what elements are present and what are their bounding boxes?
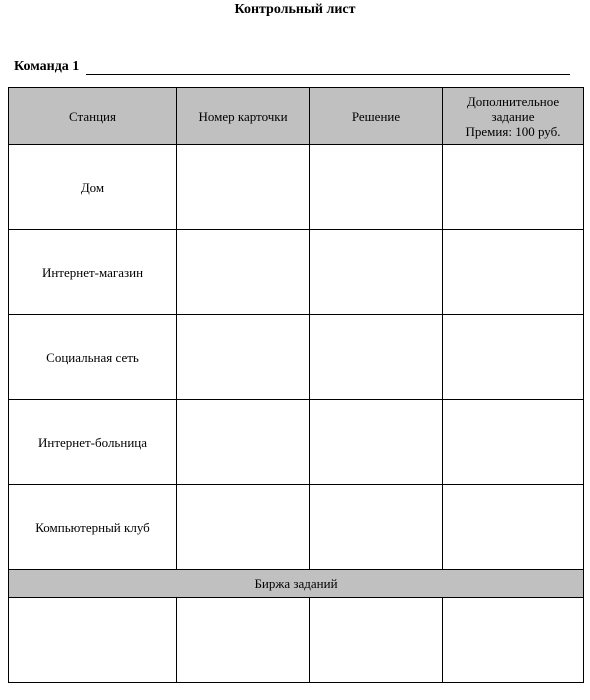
solution-cell[interactable] — [310, 598, 443, 683]
header-extra-task-line2: задание — [491, 108, 535, 124]
station-name: Интернет-магазин — [9, 230, 177, 315]
team-line — [14, 58, 570, 78]
extra-task-cell[interactable] — [443, 145, 584, 230]
task-exchange-heading: Биржа заданий — [9, 570, 584, 598]
extra-task-cell[interactable] — [443, 485, 584, 570]
table-header-row — [9, 88, 584, 145]
task-exchange-row — [9, 570, 584, 598]
card-number-cell[interactable] — [177, 230, 310, 315]
header-solution: Решение — [310, 88, 443, 145]
page-title: Контрольный лист — [234, 2, 356, 17]
solution-cell[interactable] — [310, 400, 443, 485]
station-name: Дом — [9, 145, 177, 230]
header-extra-task — [443, 88, 584, 145]
card-number-cell[interactable] — [177, 598, 310, 683]
extra-task-cell[interactable] — [443, 230, 584, 315]
exchange-station-cell[interactable] — [9, 598, 177, 683]
station-name: Социальная сеть — [9, 315, 177, 400]
team-name-blank-line — [86, 74, 570, 75]
table-row — [9, 230, 584, 315]
extra-task-cell[interactable] — [443, 598, 584, 683]
station-name: Интернет-больница — [9, 400, 177, 485]
solution-cell[interactable] — [310, 145, 443, 230]
solution-cell[interactable] — [310, 315, 443, 400]
card-number-cell[interactable] — [177, 315, 310, 400]
table-row — [9, 315, 584, 400]
solution-cell[interactable] — [310, 485, 443, 570]
team-label: Команда 1 — [14, 59, 80, 74]
header-card-number: Номер карточки — [177, 88, 310, 145]
header-extra-task-bonus: Премия: 100 руб. — [465, 123, 561, 139]
solution-cell[interactable] — [310, 230, 443, 315]
table-row — [9, 145, 584, 230]
table-row — [9, 485, 584, 570]
table-row — [9, 598, 584, 683]
checklist-table — [8, 87, 584, 683]
extra-task-cell[interactable] — [443, 400, 584, 485]
header-extra-task-line1: Дополнительное — [466, 93, 560, 109]
card-number-cell[interactable] — [177, 485, 310, 570]
card-number-cell[interactable] — [177, 145, 310, 230]
extra-task-cell[interactable] — [443, 315, 584, 400]
card-number-cell[interactable] — [177, 400, 310, 485]
table-row — [9, 400, 584, 485]
header-station: Станция — [9, 88, 177, 145]
station-name: Компьютерный клуб — [9, 485, 177, 570]
